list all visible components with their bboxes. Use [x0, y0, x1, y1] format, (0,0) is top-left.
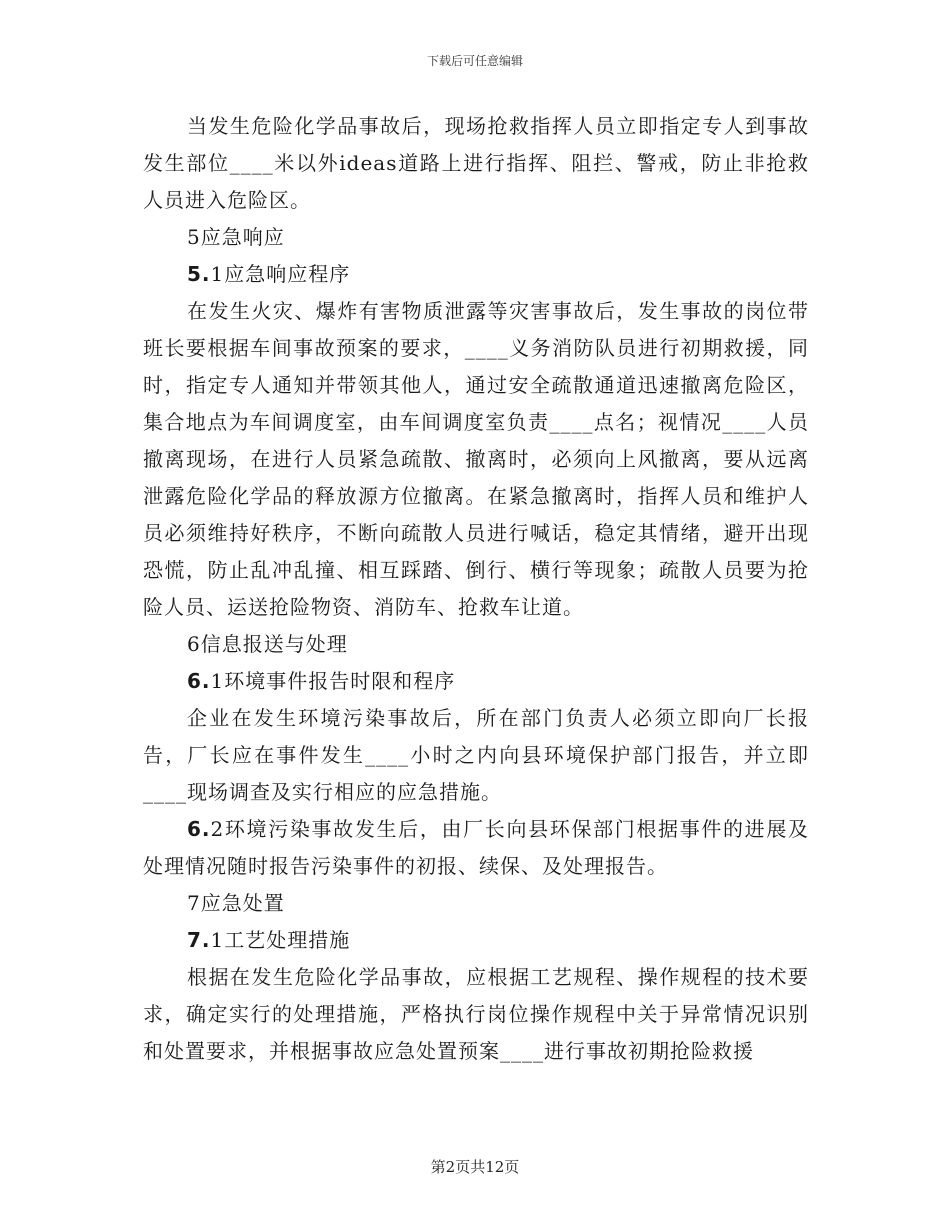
paragraph: 根据在发生危险化学品事故，应根据工艺规程、操作规程的技术要求，确定实行的处理措施，严格执行岗位操作规程中关于异常情况识别和处置要求，并根据事故应急处置预案____进行事故初期抢险救援: [143, 965, 809, 1063]
page-footer: 第2页共12页: [430, 1158, 520, 1176]
section-heading: 6信息报送与处理: [187, 632, 348, 656]
section-heading: 7应急处置: [187, 891, 285, 915]
page-header: 下载后可任意编辑: [426, 54, 523, 68]
subsection-heading: 5.1应急响应程序: [187, 262, 351, 286]
subsection-heading: 6.1环境事件报告时限和程序: [187, 669, 456, 693]
paragraph: 在发生火灾、爆炸有害物质泄露等灾害事故后，发生事故的岗位带班长要根据车间事故预案的要求，____义务消防队员进行初期救援，同时，指定专人通知并带领其他人，通过安全疏散通道迅速撤离危险区，集合地点为车间调度室，由车间调度室负责____点名；视情况____人员撤离现场，在进行人员紧急疏散、撤离时，必须向上风撤离，要从远离泄露危险化学品的释放源方位撤离。在紧急撤离时，指挥人员和维护人员必须维持好秩序，不断向疏散人员进行喊话，稳定其情绪，避开出现恐慌，防止乱冲乱撞、相互踩踏、倒行、横行等现象；疏散人员要为抢险人员、运送抢险物资、消防车、抢救车让道。: [143, 299, 809, 619]
paragraph: 6.2环境污染事故发生后，由厂长向县环保部门根据事件的进展及处理情况随时报告污染事件的初报、续保、及处理报告。: [143, 817, 809, 878]
subsection-heading: 7.1工艺处理措施: [187, 928, 351, 952]
paragraph: 企业在发生环境污染事故后，所在部门负责人必须立即向厂长报告，厂长应在事件发生____小时之内向县环境保护部门报告，并立即____现场调查及实行相应的应急措施。: [143, 706, 809, 804]
section-heading: 5应急响应: [187, 225, 285, 249]
document-body: [143, 108, 809, 1070]
paragraph: 当发生危险化学品事故后，现场抢救指挥人员立即指定专人到事故发生部位____米以外ideas道路上进行指挥、阻拦、警戒，防止非抢救人员进入危险区。: [143, 114, 809, 212]
